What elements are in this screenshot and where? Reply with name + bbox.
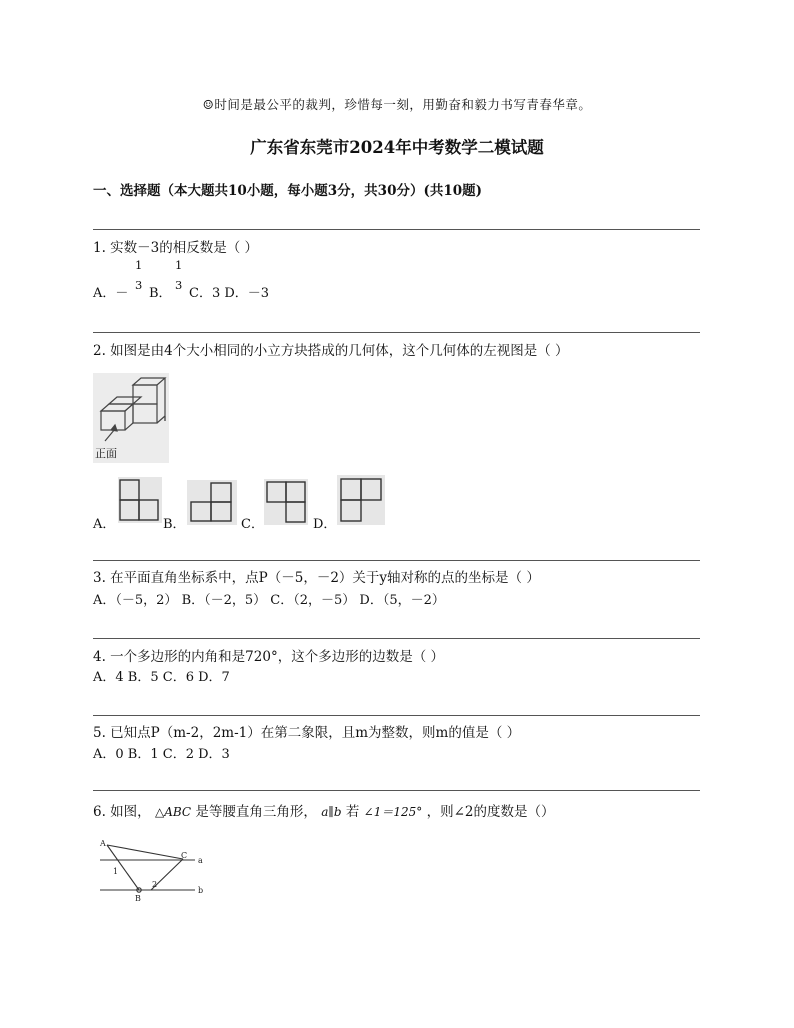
question-2-stem: 2. 如图是由4个大小相同的小立方块搭成的几何体，这个几何体的左视图是（ ） — [93, 343, 569, 359]
front-label: 正面 — [95, 447, 117, 460]
triangle-drawing — [95, 835, 215, 905]
line-b-label: b — [198, 886, 204, 895]
triangle-figure — [95, 835, 215, 905]
option-b-view-icon — [187, 480, 237, 525]
vertex-c-label: C — [181, 851, 188, 860]
fraction-denominator: 3 — [175, 278, 183, 292]
option-d-view-icon — [337, 475, 385, 525]
question-divider — [93, 229, 700, 230]
angle-1-label: 1 — [113, 867, 119, 876]
question-5-stem: 5. 已知点P（m-2，2m-1）在第二象限，且m为整数，则m的值是（ ） — [93, 725, 521, 741]
question-divider — [93, 560, 700, 561]
question-1-options — [93, 258, 293, 303]
stem-part: ，则∠2的度数是（） — [426, 804, 555, 820]
option-a-view-icon — [118, 477, 162, 523]
question-3-options: A．（－5，2） B．（－2，5） C．（2，－5） D．（5，－2） — [93, 593, 445, 608]
question-divider — [93, 638, 700, 639]
cube-solid-figure — [93, 373, 169, 463]
question-2-options — [93, 475, 393, 530]
question-divider — [93, 790, 700, 791]
option-d-label: D． — [313, 517, 337, 532]
angle-2-label: 2 — [152, 880, 158, 889]
page-title: 广东省东莞市2024年中考数学二模试题 — [250, 138, 544, 157]
question-divider — [93, 715, 700, 716]
option-cd-label: C．3 D．－3 — [189, 286, 270, 301]
fraction-numerator: 1 — [175, 258, 183, 272]
vertex-a-label: A — [100, 839, 106, 848]
option-c-label: C． — [241, 517, 264, 532]
section-heading: 一、选择题（本大题共10小题，每小题3分，共30分）(共10题) — [93, 183, 483, 199]
vertex-b-label: B — [135, 894, 141, 903]
option-a-label: A．－ — [93, 286, 129, 301]
fraction-numerator: 1 — [135, 258, 143, 272]
question-6-stem — [93, 800, 554, 820]
angle-notation: ∠1＝125° — [363, 805, 423, 819]
fraction-denominator: 3 — [135, 278, 143, 292]
stem-part: 6. 如图， — [93, 804, 151, 820]
question-1-stem: 1. 实数－3的相反数是（ ） — [93, 240, 259, 256]
option-b-label: B． — [163, 517, 186, 532]
question-divider — [93, 332, 700, 333]
option-a-label: A． — [93, 517, 116, 532]
question-4-options: A．4 B．5 C．6 D．7 — [93, 670, 230, 685]
parallel-notation: a∥b — [321, 805, 342, 819]
question-4-stem: 4. 一个多边形的内角和是720°，这个多边形的边数是（ ） — [93, 649, 444, 665]
option-c-view-icon — [264, 479, 308, 525]
question-5-options: A．0 B．1 C．2 D．3 — [93, 747, 230, 762]
stem-part: 是等腰直角三角形， — [195, 804, 317, 820]
line-a-label: a — [198, 856, 203, 865]
triangle-notation: △ABC — [154, 805, 192, 819]
option-b-label: B． — [149, 286, 172, 301]
stem-part: 若 — [345, 804, 360, 820]
motto-line: ☺时间是最公平的裁判，珍惜每一刻，用勤奋和毅力书写青春华章。 — [202, 97, 592, 112]
question-3-stem: 3. 在平面直角坐标系中，点P（－5，－2）关于y轴对称的点的坐标是（ ） — [93, 570, 540, 586]
